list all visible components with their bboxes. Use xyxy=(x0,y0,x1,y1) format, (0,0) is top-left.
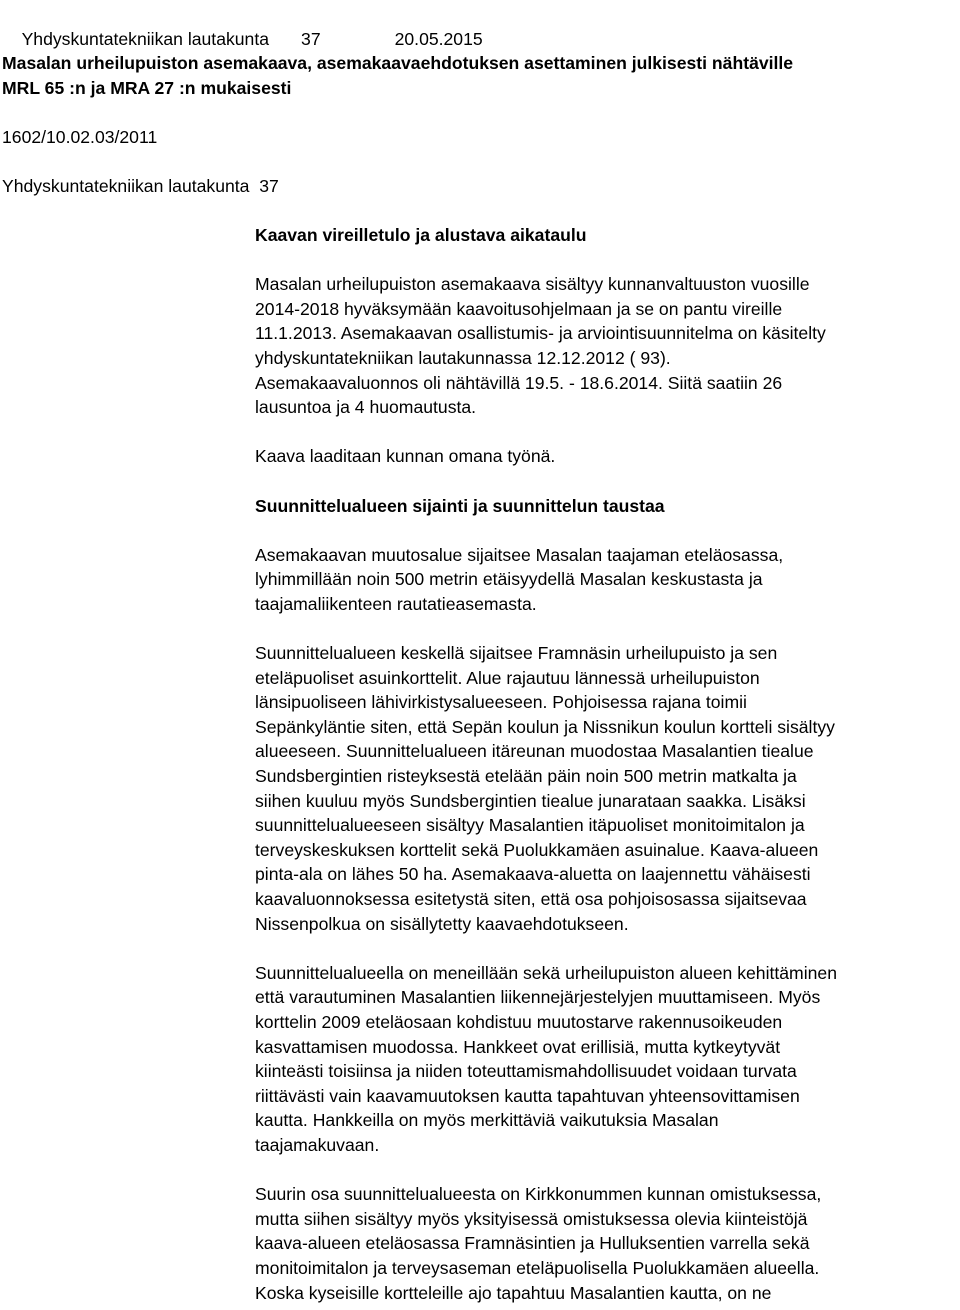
text-line: Suunnittelualueen keskellä sijaitsee Framnäsin urheilupuisto ja sen xyxy=(255,643,778,664)
title-line: MRL 65 :n ja MRA 27 :n mukaisesti xyxy=(2,77,292,98)
text-line: kaava-alueen eteläosassa Framnäsintien ja Hulluksentien varrella sekä xyxy=(255,1233,810,1254)
text-line: lausuntoa ja 4 huomautusta. xyxy=(255,397,477,418)
reference-id: 1602/10.02.03/2011 xyxy=(2,127,158,147)
text-line: kaavaluonnoksessa esitetystä siten, että osa pohjoisosassa sijaitsevaa xyxy=(255,889,807,910)
text-line: riittävästi vain kaavamuutoksen kautta tapahtuvan yhteensovittamisen xyxy=(255,1085,800,1106)
paragraph xyxy=(255,444,957,469)
header-committee: Yhdyskuntatekniikan lautakunta xyxy=(21,28,270,49)
text-line: Nissenpolkua on sisällytetty kaavaehdotukseen. xyxy=(255,913,629,934)
paragraph xyxy=(255,272,957,420)
text-line: kiinteästi toisiinsa ja niiden toteuttamismahdollisuudet voidaan turvata xyxy=(255,1061,797,1082)
title-line: Masalan urheilupuiston asemakaava, asemakaavaehdotuksen asettaminen julkisesti nähtäville xyxy=(2,53,794,73)
text-line: monitoimitalon ja terveysaseman eteläpuolisella Puolukkamäen alueella. xyxy=(255,1257,820,1278)
header-date: 20.05.2015 xyxy=(394,28,483,49)
text-line: Koska kyseisille kortteleille ajo tapahtuu Masalantien kautta, on ne xyxy=(255,1282,772,1303)
document-title xyxy=(2,51,958,100)
text-line: Sepänkyläntie siten, että Sepän koulun ja Nissnikun koulun kortteli sisältyy xyxy=(255,716,835,737)
text-line: siihen kuuluu myös Sundsbergintien tiealue junarataan saakka. Lisäksi xyxy=(255,790,806,811)
text-line: länsipuoliseen lähivirkistysalueeseen. Pohjoisessa rajana toimii xyxy=(255,692,747,713)
text-line: Masalan urheilupuiston asemakaava sisältyy kunnanvaltuuston vuosille xyxy=(255,274,810,295)
text-line: mutta siihen sisältyy myös yksityisessä omistuksessa olevia kiinteistöjä xyxy=(255,1208,808,1229)
committee-reference: Yhdyskuntatekniikan lautakunta 37 xyxy=(2,176,279,196)
text-line: Asemakaavaluonnos oli nähtävillä 19.5. - 18.6.2014. Siitä saatiin 26 xyxy=(255,372,783,393)
section-heading: Kaavan vireilletulo ja alustava aikataulu xyxy=(255,225,587,245)
paragraph xyxy=(255,1182,957,1305)
text-line: kasvattamisen muodossa. Hankkeet ovat erillisiä, mutta kytkeytyvät xyxy=(255,1036,781,1057)
paragraph xyxy=(255,641,957,936)
section-heading: Suunnittelualueen sijainti ja suunnittelun taustaa xyxy=(255,495,665,516)
paragraph xyxy=(255,961,957,1158)
text-line: Kaava laaditaan kunnan omana työnä. xyxy=(255,446,556,467)
text-line: pinta-ala on lähes 50 ha. Asemakaava-aluetta on laajennettu vähäisesti xyxy=(255,864,811,885)
header-meeting-number: 37 xyxy=(301,28,321,49)
text-line: suunnittelualueeseen sisältyy Masalantien itäpuoliset monitoimitalon ja xyxy=(255,815,805,836)
text-line: Asemakaavan muutosalue sijaitsee Masalan taajaman eteläosassa, xyxy=(255,544,784,565)
text-line: 2014-2018 hyväksymään kaavoitusohjelmaan ja se on pantu vireille xyxy=(255,298,783,319)
text-line: Suunnittelualueella on meneillään sekä urheilupuiston alueen kehittäminen xyxy=(255,962,837,983)
text-line: Suurin osa suunnittelualueesta on Kirkkonummen kunnan omistuksessa, xyxy=(255,1184,822,1205)
text-line: taajamaliikenteen rautatieasemasta. xyxy=(255,593,537,614)
paragraph xyxy=(255,543,957,617)
text-line: 11.1.2013. Asemakaavan osallistumis- ja arviointisuunnitelma on käsitelty xyxy=(255,323,826,344)
text-line: kautta. Hankkeilla on myös merkittäviä vaikutuksia Masalan xyxy=(255,1110,719,1131)
document-body xyxy=(255,223,957,1305)
text-line: eteläpuoliset asuinkorttelit. Alue rajautuu lännessä urheilupuiston xyxy=(255,667,760,688)
text-line: yhdyskuntatekniikan lautakunnassa 12.12.2012 ( 93). xyxy=(255,347,671,368)
text-line: että varautuminen Masalantien liikennejärjestelyjen muuttamiseen. Myös xyxy=(255,987,821,1008)
text-line: terveyskeskuksen korttelit sekä Puolukkamäen asuinalue. Kaava-alueen xyxy=(255,839,819,860)
text-line: lyhimmillään noin 500 metrin etäisyydellä Masalan keskustasta ja xyxy=(255,569,763,590)
text-line: korttelin 2009 eteläosaan kohdistuu muutostarve rakennusoikeuden xyxy=(255,1012,783,1032)
text-line: alueeseen. Suunnittelualueen itäreunan muodostaa Masalantien tiealue xyxy=(255,741,814,762)
text-line: Sundsbergintien risteyksestä etelään päin noin 500 metrin matkalta ja xyxy=(255,766,797,787)
text-line: taajamakuvaan. xyxy=(255,1134,380,1155)
